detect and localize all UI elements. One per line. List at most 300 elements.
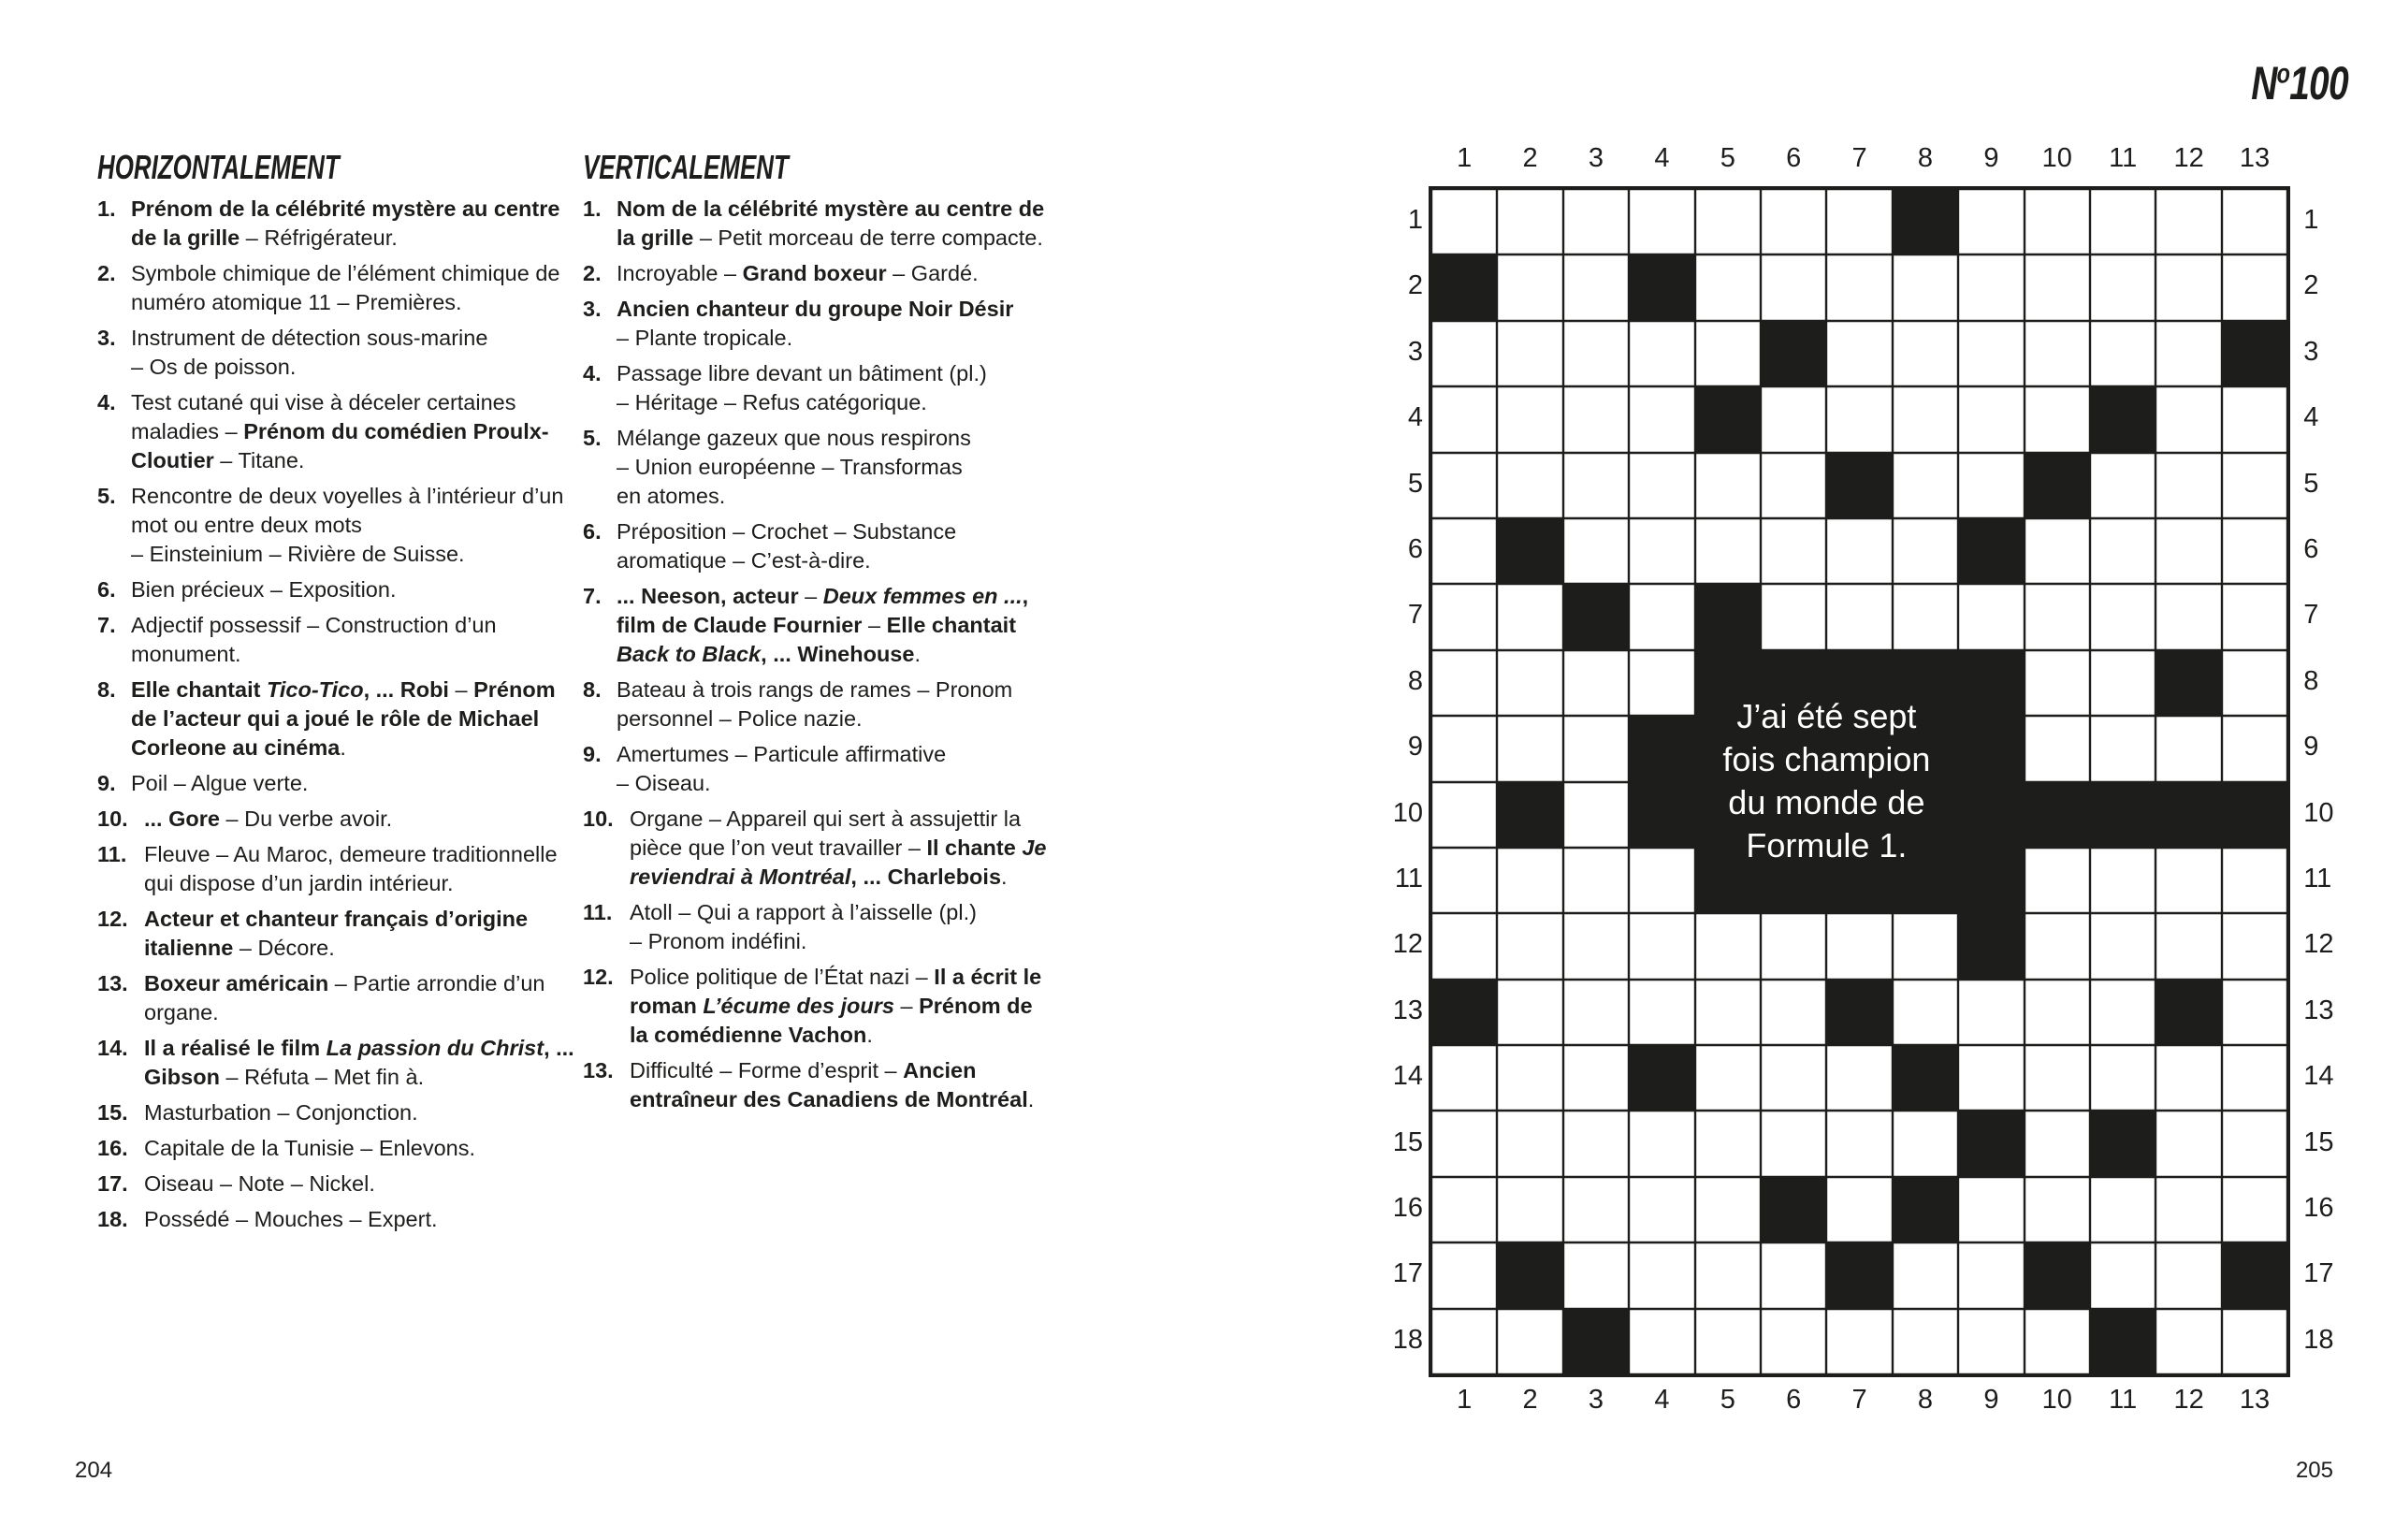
grid-cell[interactable] (2156, 189, 2221, 254)
black-cell (2090, 386, 2156, 452)
grid-cell[interactable] (2090, 321, 2156, 386)
row-number: 17 (2303, 1258, 2334, 1289)
grid-cell[interactable] (1431, 386, 1497, 452)
column-number: 13 (2239, 143, 2271, 173)
horizontal-clue (97, 324, 584, 382)
row-number: 8 (2303, 665, 2319, 696)
grid-cell[interactable] (1893, 980, 1958, 1045)
vertical-clue (583, 676, 1055, 734)
grid-cell[interactable] (1563, 782, 1629, 848)
grid-cell[interactable] (2222, 453, 2287, 518)
row-number: 15 (2303, 1126, 2334, 1157)
black-cell (1431, 980, 1497, 1045)
grid-cell[interactable] (2222, 584, 2287, 649)
grid-cell[interactable] (1563, 321, 1629, 386)
column-number: 11 (2109, 143, 2138, 173)
grid-cell[interactable] (2025, 848, 2090, 913)
vertical-clue (583, 295, 1055, 353)
black-cell (2222, 1242, 2287, 1308)
column-number: 11 (2109, 1385, 2138, 1416)
clue-number: 12. (583, 965, 614, 989)
grid-cell[interactable] (2156, 1177, 2221, 1242)
grid-cell[interactable] (2222, 1309, 2287, 1374)
row-number: 3 (1407, 336, 1423, 367)
grid-cell[interactable] (1497, 386, 1562, 452)
grid-cell[interactable] (1563, 1242, 1629, 1308)
black-cell (1826, 453, 1892, 518)
grid-cell[interactable] (2156, 584, 2221, 649)
grid-cell[interactable] (1497, 453, 1562, 518)
grid-cell[interactable] (1826, 518, 1892, 584)
black-cell (2222, 782, 2287, 848)
grid-cell[interactable] (1497, 848, 1562, 913)
column-number: 12 (2173, 143, 2204, 173)
clue-text: Elle chantait Tico-Tico, ... Robi – Prénom de l’acteur qui a joué le rôle de Michael Corleone au cinéma. (131, 677, 556, 760)
row-number: 7 (1407, 600, 1423, 631)
row-number: 2 (1407, 270, 1423, 301)
column-number: 7 (1851, 1385, 1867, 1416)
grid-cell[interactable] (1893, 254, 1958, 320)
column-number: 10 (2041, 1385, 2072, 1416)
grid-cell[interactable] (1695, 321, 1761, 386)
grid-cell[interactable] (2156, 716, 2221, 781)
grid-cell[interactable] (1695, 518, 1761, 584)
clue-number: 13. (583, 1058, 614, 1082)
black-cell (1563, 1309, 1629, 1374)
grid-cell[interactable] (2156, 386, 2221, 452)
grid-cell[interactable] (1431, 650, 1497, 716)
grid-cell[interactable] (1695, 453, 1761, 518)
horizontal-clue (97, 575, 584, 604)
grid-cell[interactable] (1893, 584, 1958, 649)
grid-cell[interactable] (1629, 321, 1694, 386)
grid-cell[interactable] (1761, 386, 1826, 452)
grid-cell[interactable] (2025, 518, 2090, 584)
row-number: 4 (2303, 402, 2319, 433)
grid-cell[interactable] (1761, 254, 1826, 320)
horizontal-clue (97, 805, 584, 834)
column-number: 4 (1654, 143, 1670, 173)
grid-cell[interactable] (2025, 1111, 2090, 1176)
column-number: 1 (1457, 1385, 1473, 1416)
clue-number: 2. (97, 261, 116, 285)
puzzle-number: $N^o100$ (2251, 57, 2348, 109)
grid-cell[interactable] (2090, 913, 2156, 979)
grid-cell[interactable] (1431, 782, 1497, 848)
clue-number: 17. (97, 1171, 128, 1196)
grid-cell[interactable] (2156, 453, 2221, 518)
grid-cell[interactable] (1431, 1309, 1497, 1374)
grid-cell[interactable] (2222, 716, 2287, 781)
grid-cell[interactable] (1563, 1045, 1629, 1111)
row-number: 5 (2303, 468, 2319, 499)
black-cell (1629, 1045, 1694, 1111)
grid-cell[interactable] (1958, 1045, 2024, 1111)
grid-cell[interactable] (1695, 1111, 1761, 1176)
black-cell (1958, 1111, 2024, 1176)
clue-text: Mélange gazeux que nous respirons – Union européenne – Transformas en atomes. (617, 426, 971, 508)
clue-number: 5. (97, 484, 116, 508)
vertical-clue (583, 359, 1055, 417)
black-cell (2090, 1309, 2156, 1374)
grid-cell[interactable] (1958, 386, 2024, 452)
row-number: 2 (2303, 270, 2319, 301)
row-number: 14 (2303, 1061, 2334, 1092)
grid-cell[interactable] (1629, 1309, 1694, 1374)
grid-cell[interactable] (1431, 848, 1497, 913)
clue-number: 4. (583, 361, 602, 385)
clue-number: 2. (583, 261, 602, 285)
grid-cell[interactable] (2156, 848, 2221, 913)
column-number: 4 (1654, 1385, 1670, 1416)
clue-text: ... Neeson, acteur – Deux femmes en ..., film de Claude Fournier – Elle chantait Back to Black, ... Winehouse. (617, 584, 1029, 666)
grid-cell[interactable] (2156, 321, 2221, 386)
grid-cell[interactable] (1497, 254, 1562, 320)
vertical-clue (583, 963, 1055, 1050)
grid-cell[interactable] (2156, 518, 2221, 584)
horizontal-clue (97, 769, 584, 798)
grid-cell[interactable] (1761, 980, 1826, 1045)
grid-cell[interactable] (1629, 1111, 1694, 1176)
grid-cell[interactable] (1826, 254, 1892, 320)
horizontal-clue (97, 1034, 584, 1092)
grid-cell[interactable] (1563, 386, 1629, 452)
vertical-clue (583, 582, 1055, 669)
grid-cell[interactable] (1497, 650, 1562, 716)
grid-cell[interactable] (2090, 716, 2156, 781)
grid-cell[interactable] (1826, 1309, 1892, 1374)
grid-cell[interactable] (1695, 1045, 1761, 1111)
grid-cell[interactable] (2156, 254, 2221, 320)
grid-cell[interactable] (1497, 1177, 1562, 1242)
row-number: 14 (1392, 1061, 1423, 1092)
clue-text: Adjectif possessif – Construction d’un monument. (131, 613, 497, 666)
grid-cell[interactable] (1629, 386, 1694, 452)
grid-cell[interactable] (1629, 584, 1694, 649)
grid-cell[interactable] (2025, 980, 2090, 1045)
clue-text: Passage libre devant un bâtiment (pl.) – Héritage – Refus catégorique. (617, 361, 987, 414)
grid-cell[interactable] (1497, 1309, 1562, 1374)
column-number: 9 (1983, 143, 1999, 173)
row-number: 7 (2303, 600, 2319, 631)
grid-cell[interactable] (1695, 980, 1761, 1045)
grid-cell[interactable] (1629, 453, 1694, 518)
grid-cell[interactable] (2025, 386, 2090, 452)
row-number: 11 (2303, 864, 2332, 893)
grid-cell[interactable] (1563, 189, 1629, 254)
row-number: 1 (2303, 205, 2319, 235)
grid-cell[interactable] (1695, 254, 1761, 320)
mystery-text-line: Formule 1. (1746, 825, 1908, 864)
grid-cell[interactable] (2025, 254, 2090, 320)
black-cell (1893, 189, 1958, 254)
grid-cell[interactable] (2222, 518, 2287, 584)
grid-cell[interactable] (2156, 1045, 2221, 1111)
grid-cell[interactable] (1431, 584, 1497, 649)
black-cell (1431, 254, 1497, 320)
horizontal-clue (97, 1170, 584, 1199)
grid-cell[interactable] (1761, 1045, 1826, 1111)
clue-text: Nom de la célébrité mystère au centre de la grille – Petit morceau de terre compacte. (617, 196, 1045, 250)
black-cell (2222, 321, 2287, 386)
grid-cell[interactable] (1958, 584, 2024, 649)
grid-cell[interactable] (1629, 189, 1694, 254)
grid-cell[interactable] (1958, 1309, 2024, 1374)
grid-cell[interactable] (1497, 980, 1562, 1045)
column-number: 2 (1522, 1385, 1538, 1416)
grid-cell[interactable] (1761, 1309, 1826, 1374)
grid-cell[interactable] (1893, 453, 1958, 518)
grid-cell[interactable] (1563, 518, 1629, 584)
grid-cell[interactable] (1958, 254, 2024, 320)
black-cell (2156, 650, 2221, 716)
grid-cell[interactable] (1563, 913, 1629, 979)
grid-cell[interactable] (1563, 453, 1629, 518)
grid-cell[interactable] (2090, 254, 2156, 320)
grid-cell[interactable] (1893, 1111, 1958, 1176)
grid-cell[interactable] (2025, 321, 2090, 386)
grid-cell[interactable] (1761, 1242, 1826, 1308)
horizontal-clue (97, 1134, 584, 1163)
grid-cell[interactable] (1563, 1111, 1629, 1176)
column-number: 8 (1917, 1385, 1934, 1416)
grid-cell[interactable] (1629, 980, 1694, 1045)
grid-cell[interactable] (1497, 584, 1562, 649)
black-cell (1761, 321, 1826, 386)
grid-cell[interactable] (1497, 189, 1562, 254)
clue-text: Il a réalisé le film La passion du Christ, ... Gibson – Réfuta – Met fin à. (144, 1036, 574, 1089)
grid-cell[interactable] (1563, 980, 1629, 1045)
grid-cell[interactable] (1695, 1177, 1761, 1242)
mystery-block-cell (2025, 782, 2090, 848)
clue-number: 12. (97, 907, 128, 931)
mystery-block-cell (2156, 782, 2221, 848)
grid-cell[interactable] (2090, 848, 2156, 913)
grid-cell[interactable] (1431, 1177, 1497, 1242)
grid-cell[interactable] (1826, 913, 1892, 979)
row-number: 5 (1407, 468, 1423, 499)
grid-cell[interactable] (1629, 518, 1694, 584)
grid-cell[interactable] (1893, 1309, 1958, 1374)
grid-cell[interactable] (2090, 584, 2156, 649)
grid-cell[interactable] (1431, 716, 1497, 781)
grid-cell[interactable] (1695, 913, 1761, 979)
grid-cell[interactable] (1431, 913, 1497, 979)
grid-cell[interactable] (1695, 1309, 1761, 1374)
grid-cell[interactable] (1497, 716, 1562, 781)
grid-cell[interactable] (2222, 1177, 2287, 1242)
clue-number: 7. (97, 613, 116, 637)
grid-cell[interactable] (1431, 1111, 1497, 1176)
grid-cell[interactable] (2025, 189, 2090, 254)
row-number: 13 (1392, 995, 1423, 1025)
grid-cell[interactable] (2090, 650, 2156, 716)
grid-cell[interactable] (1761, 913, 1826, 979)
row-number: 6 (2303, 534, 2319, 564)
grid-cell[interactable] (1695, 189, 1761, 254)
grid-cell[interactable] (2090, 1045, 2156, 1111)
grid-cell[interactable] (1563, 650, 1629, 716)
grid-cell[interactable] (2025, 1045, 2090, 1111)
grid-cell[interactable] (1826, 584, 1892, 649)
page-number-left: 204 (75, 1458, 113, 1483)
clue-number: 6. (583, 519, 602, 544)
grid-cell[interactable] (1629, 1177, 1694, 1242)
grid-cell[interactable] (2222, 386, 2287, 452)
black-cell (1826, 1242, 1892, 1308)
grid-cell[interactable] (2156, 1242, 2221, 1308)
grid-cell[interactable] (2025, 716, 2090, 781)
grid-cell[interactable] (2025, 584, 2090, 649)
grid-cell[interactable] (1826, 1111, 1892, 1176)
grid-cell[interactable] (2222, 913, 2287, 979)
horizontal-clue (97, 840, 584, 898)
grid-cell[interactable] (2222, 980, 2287, 1045)
grid-cell[interactable] (1826, 386, 1892, 452)
grid-cell[interactable] (2025, 913, 2090, 979)
grid-cell[interactable] (2090, 453, 2156, 518)
grid-cell[interactable] (1826, 189, 1892, 254)
grid-cell[interactable] (1958, 453, 2024, 518)
grid-cell[interactable] (1826, 321, 1892, 386)
horizontal-clue (97, 905, 584, 963)
grid-cell[interactable] (1629, 1242, 1694, 1308)
horizontal-clue (97, 259, 584, 317)
black-cell (1695, 386, 1761, 452)
clue-number: 3. (97, 326, 116, 350)
clue-text: Bateau à trois rangs de rames – Pronom personnel – Police nazie. (617, 677, 1013, 731)
black-cell (1629, 254, 1694, 320)
grid-cell[interactable] (1761, 518, 1826, 584)
black-cell (1497, 782, 1562, 848)
grid-cell[interactable] (2025, 1177, 2090, 1242)
grid-cell[interactable] (1497, 1045, 1562, 1111)
grid-cell[interactable] (1893, 386, 1958, 452)
grid-cell[interactable] (1431, 518, 1497, 584)
grid-cell[interactable] (2222, 650, 2287, 716)
clue-text: Acteur et chanteur français d’origine italienne – Décore. (144, 907, 529, 960)
grid-cell[interactable] (2222, 1111, 2287, 1176)
grid-cell[interactable] (1761, 453, 1826, 518)
grid-cell[interactable] (1563, 716, 1629, 781)
grid-cell[interactable] (1893, 1242, 1958, 1308)
grid-cell[interactable] (1497, 1111, 1562, 1176)
grid-cell[interactable] (1563, 1177, 1629, 1242)
row-number: 10 (1392, 797, 1423, 828)
grid-cell[interactable] (1431, 1045, 1497, 1111)
column-number: 9 (1983, 1385, 1999, 1416)
grid-cell[interactable] (1695, 1242, 1761, 1308)
page-number-right: 205 (2295, 1458, 2333, 1483)
clue-number: 6. (97, 577, 116, 602)
grid-cell[interactable] (1826, 1177, 1892, 1242)
grid-cell[interactable] (2090, 980, 2156, 1045)
grid-cell[interactable] (1563, 254, 1629, 320)
grid-cell[interactable] (2156, 1111, 2221, 1176)
black-cell (1958, 518, 2024, 584)
clue-text: Amertumes – Particule affirmative – Oiseau. (617, 742, 947, 795)
grid-cell[interactable] (2025, 1309, 2090, 1374)
grid-cell[interactable] (1958, 1177, 2024, 1242)
horizontal-clue (97, 482, 584, 569)
row-number: 8 (1407, 665, 1423, 696)
clue-number: 9. (97, 771, 116, 795)
grid-cell[interactable] (2090, 189, 2156, 254)
row-number: 13 (2303, 995, 2334, 1025)
grid-cell[interactable] (1958, 1242, 2024, 1308)
grid-cell[interactable] (2222, 189, 2287, 254)
vertical-clue (583, 805, 1055, 892)
row-number: 16 (1392, 1193, 1423, 1223)
clue-number: 10. (97, 806, 128, 831)
horizontal-clue (97, 195, 584, 253)
black-cell (1893, 1177, 1958, 1242)
grid-cell[interactable] (2090, 518, 2156, 584)
column-number: 3 (1588, 143, 1604, 173)
horizontal-clue (97, 1205, 584, 1234)
black-cell (1497, 1242, 1562, 1308)
grid-cell[interactable] (1761, 189, 1826, 254)
grid-cell[interactable] (1893, 518, 1958, 584)
grid-cell[interactable] (1958, 189, 2024, 254)
row-number: 9 (1407, 732, 1423, 763)
clue-text: Police politique de l’État nazi – Il a écrit le roman L’écume des jours – Prénom de la comédienne Vachon. (630, 965, 1042, 1047)
clue-text: Ancien chanteur du groupe Noir Désir – Plante tropicale. (617, 297, 1014, 350)
grid-cell[interactable] (2156, 913, 2221, 979)
vertical-clues (583, 148, 1055, 1121)
grid-cell[interactable] (1893, 913, 1958, 979)
grid-cell[interactable] (1629, 913, 1694, 979)
grid-cell[interactable] (1431, 321, 1497, 386)
grid-cell[interactable] (1826, 1045, 1892, 1111)
grid-cell[interactable] (2090, 1242, 2156, 1308)
grid-cell[interactable] (1958, 980, 2024, 1045)
column-number: 8 (1917, 143, 1934, 173)
grid-cell[interactable] (1431, 1242, 1497, 1308)
horizontal-heading: HORIZONTALEMENT (97, 148, 340, 186)
clue-number: 1. (97, 196, 116, 221)
grid-cell[interactable] (2222, 1045, 2287, 1111)
grid-cell[interactable] (1431, 189, 1497, 254)
row-number: 12 (2303, 929, 2334, 960)
vertical-clue (583, 740, 1055, 798)
clue-text: Capitale de la Tunisie – Enlevons. (144, 1136, 476, 1160)
grid-cell[interactable] (2222, 254, 2287, 320)
clue-text: Atoll – Qui a rapport à l’aisselle (pl.) – Pronom indéfini. (630, 900, 977, 953)
vertical-clue (583, 259, 1055, 288)
clue-text: Masturbation – Conjonction. (144, 1100, 418, 1125)
grid-cell[interactable] (2222, 848, 2287, 913)
clue-text: Incroyable – Grand boxeur – Gardé. (617, 261, 979, 285)
grid-cell[interactable] (1958, 321, 2024, 386)
grid-cell[interactable] (1497, 321, 1562, 386)
row-number: 10 (2303, 797, 2334, 828)
grid-cell[interactable] (1893, 321, 1958, 386)
grid-cell[interactable] (2025, 650, 2090, 716)
vertical-clue (583, 424, 1055, 511)
grid-cell[interactable] (1431, 453, 1497, 518)
clue-number: 5. (583, 426, 602, 450)
grid-cell[interactable] (1563, 848, 1629, 913)
column-number: 2 (1522, 143, 1538, 173)
clue-text: Oiseau – Note – Nickel. (144, 1171, 375, 1196)
grid-cell[interactable] (2090, 1177, 2156, 1242)
black-cell (1761, 1177, 1826, 1242)
grid-cell[interactable] (1761, 584, 1826, 649)
grid-cell[interactable] (1497, 913, 1562, 979)
grid-cell[interactable] (2156, 1309, 2221, 1374)
grid-cell[interactable] (1761, 1111, 1826, 1176)
